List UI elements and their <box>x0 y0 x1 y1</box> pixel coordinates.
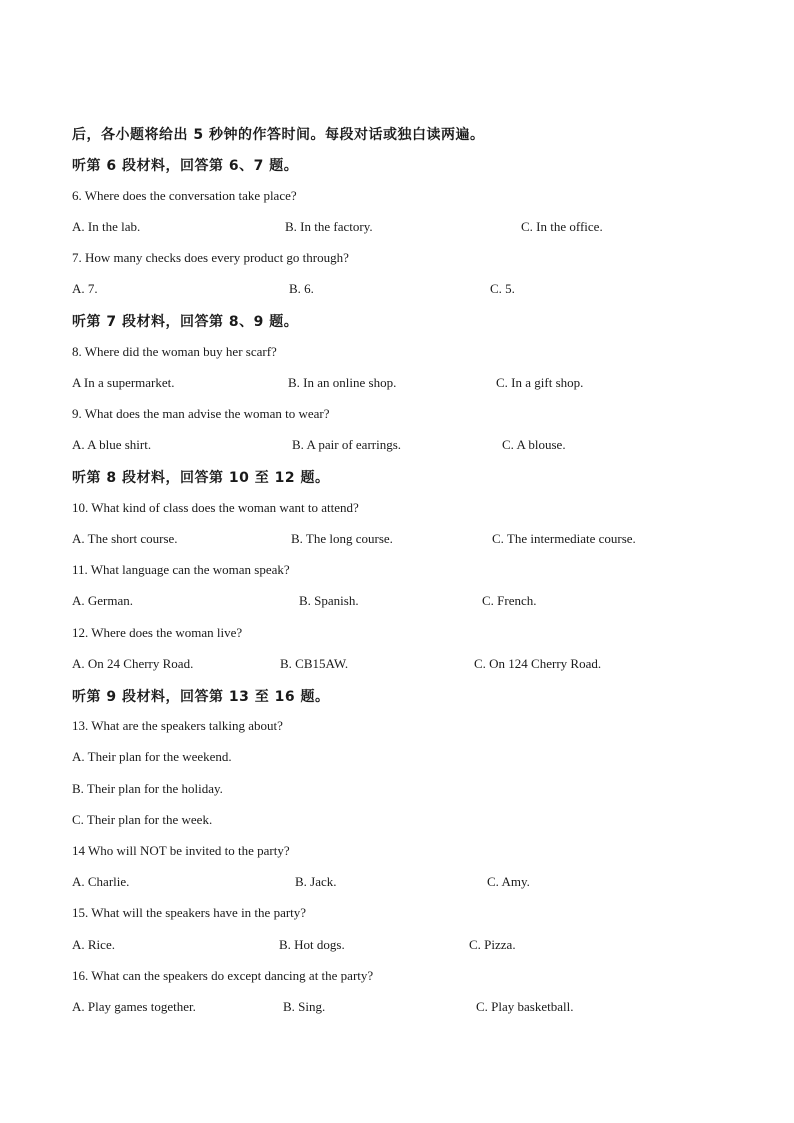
option-a: A. Rice. <box>72 937 115 952</box>
option-c: C. Play basketball. <box>476 999 574 1014</box>
option-a: A. Charlie. <box>72 874 130 889</box>
option-b: B. The long course. <box>291 531 393 546</box>
option-c: C. 5. <box>490 281 515 296</box>
option-a: A. Play games together. <box>72 999 196 1014</box>
option-a: A. 7. <box>72 281 98 296</box>
question-text: 16. What can the speakers do except dancing at the party? <box>72 968 374 983</box>
option-a: A. The short course. <box>72 531 178 546</box>
option-b: B. Jack. <box>295 874 337 889</box>
question-text: 7. How many checks does every product go through? <box>72 250 349 265</box>
option-a: A. Their plan for the weekend. <box>72 749 232 764</box>
intro-line: 后，各小题将给出 5 秒钟的作答时间。每段对话或独白读两遍。 <box>72 127 485 143</box>
option-b: B. A pair of earrings. <box>292 437 402 452</box>
question-text: 11. What language can the woman speak? <box>72 562 290 577</box>
option-b: B. Sing. <box>283 999 326 1014</box>
option-c: C. The intermediate course. <box>492 531 636 546</box>
option-c: C. A blouse. <box>502 437 566 452</box>
option-b: B. Hot dogs. <box>279 937 345 952</box>
option-a: A. On 24 Cherry Road. <box>72 656 194 671</box>
option-c: C. Their plan for the week. <box>72 812 213 827</box>
option-a: A. German. <box>72 593 134 608</box>
option-b: B. Their plan for the holiday. <box>72 781 223 796</box>
question-text: 15. What will the speakers have in the party? <box>72 905 307 920</box>
section-heading: 听第 8 段材料，回答第 10 至 12 题。 <box>72 470 330 486</box>
option-c: C. Amy. <box>487 874 530 889</box>
option-b: B. CB15AW. <box>280 656 349 671</box>
option-c: C. In a gift shop. <box>496 375 584 390</box>
option-b: B. In the factory. <box>285 219 373 234</box>
section-heading: 听第 6 段材料，回答第 6、7 题。 <box>72 158 299 174</box>
option-c: C. Pizza. <box>469 937 516 952</box>
option-b: B. In an online shop. <box>288 375 397 390</box>
option-a: A. A blue shirt. <box>72 437 152 452</box>
option-c: C. French. <box>482 593 537 608</box>
question-text: 12. Where does the woman live? <box>72 625 243 640</box>
section-heading: 听第 9 段材料，回答第 13 至 16 题。 <box>72 689 330 705</box>
question-text: 6. Where does the conversation take place? <box>72 188 297 203</box>
question-text: 13. What are the speakers talking about? <box>72 718 283 733</box>
option-c: C. In the office. <box>521 219 603 234</box>
option-c: C. On 124 Cherry Road. <box>474 656 602 671</box>
option-b: B. 6. <box>289 281 314 296</box>
question-text: 9. What does the man advise the woman to wear? <box>72 406 330 421</box>
question-text: 8. Where did the woman buy her scarf? <box>72 344 277 359</box>
option-b: B. Spanish. <box>299 593 359 608</box>
section-heading: 听第 7 段材料，回答第 8、9 题。 <box>72 314 299 330</box>
question-text: 14 Who will NOT be invited to the party? <box>72 843 290 858</box>
option-a: A. In the lab. <box>72 219 141 234</box>
question-text: 10. What kind of class does the woman want to attend? <box>72 500 359 515</box>
option-a: A In a supermarket. <box>72 375 175 390</box>
